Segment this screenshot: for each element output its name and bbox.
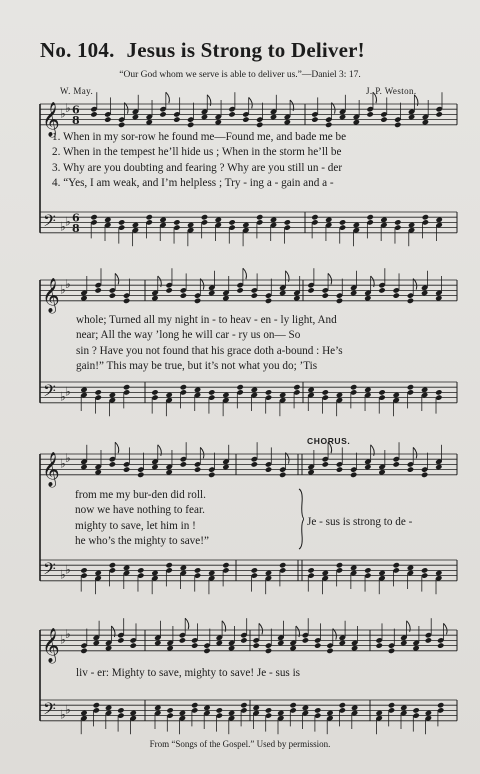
- note-head: [311, 116, 318, 122]
- composer-credit: J. P. Weston.: [366, 86, 417, 96]
- time-signature: 8: [72, 113, 80, 127]
- note-head: [435, 389, 442, 395]
- note-head: [173, 116, 180, 122]
- note-head: [80, 648, 87, 654]
- note-head: [187, 122, 194, 128]
- note-head: [265, 298, 272, 304]
- note-head: [279, 562, 286, 568]
- note-head: [325, 122, 332, 128]
- note-head: [322, 461, 329, 467]
- note-head: [146, 214, 153, 220]
- note-flag: [249, 97, 253, 108]
- note-head: [123, 466, 130, 472]
- verse-line: gain!” This may be true, but it’s not what you do; ’Tis: [76, 360, 318, 373]
- flat-icon: ♭: [60, 632, 66, 647]
- verse-line: near; All the way ’long he will car - ry us on— So: [76, 329, 301, 342]
- note-head: [421, 567, 428, 573]
- treble-clef-icon: 𝄞: [42, 101, 60, 137]
- note-head: [251, 292, 258, 298]
- note-head: [208, 389, 215, 395]
- note-head: [242, 116, 249, 122]
- note-head: [314, 642, 321, 648]
- note-head: [201, 214, 208, 220]
- note-head: [240, 637, 247, 643]
- note-head: [366, 111, 373, 117]
- note-head: [279, 472, 286, 478]
- verse-line: he who’s the mighty to save!”: [75, 535, 209, 548]
- time-signature: 8: [72, 221, 80, 235]
- flat-icon: ♭: [60, 707, 66, 722]
- lyrics-system-1: [52, 130, 346, 192]
- chorus-lyrics: Je - sus is strong to de -: [307, 516, 413, 528]
- note-head: [80, 567, 87, 573]
- note-head: [437, 642, 444, 648]
- note-head: [311, 214, 318, 220]
- flat-icon: ♭: [65, 101, 71, 116]
- note-head: [407, 466, 414, 472]
- note-head: [339, 219, 346, 225]
- bass-clef-icon: 𝄢: [43, 698, 56, 723]
- note-head: [123, 384, 130, 390]
- note-head: [180, 292, 187, 298]
- note-head: [350, 384, 357, 390]
- note-head: [203, 648, 210, 654]
- note-head: [265, 707, 272, 713]
- note-head: [388, 648, 395, 654]
- verse-line: now we have nothing to fear.: [75, 504, 205, 517]
- note-head: [339, 702, 346, 708]
- bass-clef-icon: 𝄢: [43, 210, 56, 235]
- note-head: [236, 384, 243, 390]
- flat-icon: ♭: [65, 451, 71, 466]
- verse-line: 3. Why are you doubting and fearing ? Why are you still un - der: [52, 161, 343, 174]
- note-flag: [243, 268, 247, 279]
- bass-clef-icon: 𝄢: [43, 558, 56, 583]
- note-head: [104, 116, 111, 122]
- note-head: [376, 642, 383, 648]
- note-head: [208, 472, 215, 478]
- lyrics-system-2: [76, 313, 343, 375]
- flat-icon: ♭: [60, 219, 66, 234]
- note-head: [265, 389, 272, 395]
- treble-clef-icon: 𝄞: [42, 277, 60, 313]
- note-flag: [413, 447, 417, 458]
- note-head: [137, 472, 144, 478]
- treble-clef-icon: 𝄞: [42, 451, 60, 487]
- note-head: [265, 648, 272, 654]
- note-flag: [373, 92, 377, 103]
- bass-clef-icon: 𝄢: [43, 380, 56, 405]
- verse-line: mighty to save, let him in !: [75, 519, 196, 532]
- flat-icon: ♭: [60, 282, 66, 297]
- note-head: [194, 567, 201, 573]
- note-head: [93, 702, 100, 708]
- verse-line: from me my bur-den did roll.: [75, 489, 206, 501]
- note-head: [364, 567, 371, 573]
- note-head: [394, 219, 401, 225]
- note-head: [130, 642, 137, 648]
- note-flag: [185, 618, 189, 629]
- verse-line: liv - er: Mighty to save, mighty to save! Je - sus is: [76, 667, 301, 679]
- flat-icon: ♭: [65, 384, 71, 399]
- note-head: [159, 111, 166, 117]
- note-head: [293, 384, 300, 390]
- note-head: [117, 637, 124, 643]
- note-head: [393, 292, 400, 298]
- note-head: [90, 214, 97, 220]
- note-head: [407, 298, 414, 304]
- note-head: [284, 219, 291, 225]
- note-head: [366, 214, 373, 220]
- note-head: [165, 562, 172, 568]
- verse-line: 1. When in my sor-row he found me—Found me, and bade me be: [52, 131, 347, 143]
- note-head: [240, 702, 247, 708]
- note-head: [256, 122, 263, 128]
- note-head: [228, 111, 235, 117]
- note-head: [109, 461, 116, 467]
- note-head: [90, 111, 97, 117]
- note-head: [336, 298, 343, 304]
- note-head: [302, 637, 309, 643]
- flat-icon: ♭: [65, 214, 71, 229]
- note-head: [251, 461, 258, 467]
- note-head: [94, 389, 101, 395]
- note-head: [236, 287, 243, 293]
- flat-icon: ♭: [65, 562, 71, 577]
- note-head: [378, 389, 385, 395]
- note-head: [137, 567, 144, 573]
- note-head: [117, 707, 124, 713]
- note-head: [336, 466, 343, 472]
- note-head: [421, 472, 428, 478]
- flat-icon: ♭: [65, 277, 71, 292]
- note-flag: [115, 442, 119, 453]
- time-signature: 6: [72, 211, 80, 225]
- note-head: [194, 298, 201, 304]
- note-head: [180, 461, 187, 467]
- flat-icon: ♭: [60, 567, 66, 582]
- note-head: [265, 466, 272, 472]
- note-head: [289, 702, 296, 708]
- note-head: [412, 707, 419, 713]
- note-head: [394, 122, 401, 128]
- hymn-number: No. 104.: [40, 38, 115, 62]
- note-head: [322, 389, 329, 395]
- note-head: [422, 214, 429, 220]
- note-head: [393, 461, 400, 467]
- verse-line: 4. “Yes, I am weak, and I’m helpless ; Try - ing a - gain and a -: [52, 177, 334, 190]
- note-head: [326, 648, 333, 654]
- note-head: [253, 642, 260, 648]
- note-head: [216, 707, 223, 713]
- flat-icon: ♭: [60, 389, 66, 404]
- note-head: [228, 219, 235, 225]
- note-head: [94, 287, 101, 293]
- note-flag: [259, 623, 263, 634]
- note-head: [314, 707, 321, 713]
- note-flag: [166, 92, 170, 103]
- note-head: [307, 567, 314, 573]
- flat-icon: ♭: [65, 702, 71, 717]
- time-signature: 6: [72, 103, 80, 117]
- note-head: [123, 298, 130, 304]
- lyrics-system-4: [76, 666, 300, 681]
- note-flag: [200, 447, 204, 458]
- note-head: [322, 292, 329, 298]
- verse-brace: [298, 488, 304, 550]
- note-head: [151, 389, 158, 395]
- verse-line: whole; Turned all my night in - to heav - en - ly light, And: [76, 314, 337, 326]
- permission-footer: From “Songs of the Gospel.” Used by permission.: [149, 739, 331, 749]
- note-head: [222, 562, 229, 568]
- note-head: [118, 122, 125, 128]
- note-head: [336, 562, 343, 568]
- note-head: [191, 702, 198, 708]
- hymn-title: Jesus is Strong to Deliver!: [126, 38, 365, 62]
- note-head: [180, 384, 187, 390]
- treble-clef-icon: 𝄞: [42, 627, 60, 663]
- note-head: [256, 214, 263, 220]
- note-head: [166, 707, 173, 713]
- flat-icon: ♭: [60, 456, 66, 471]
- note-head: [393, 562, 400, 568]
- note-head: [194, 466, 201, 472]
- verse-line: sin ? Have you not found that his grace doth a-bound : He’s: [76, 344, 343, 357]
- note-head: [191, 642, 198, 648]
- note-head: [425, 637, 432, 643]
- flat-icon: ♭: [65, 627, 71, 642]
- note-head: [437, 702, 444, 708]
- note-head: [350, 472, 357, 478]
- note-head: [109, 562, 116, 568]
- note-head: [435, 111, 442, 117]
- note-head: [251, 567, 258, 573]
- note-head: [407, 384, 414, 390]
- note-head: [165, 287, 172, 293]
- chorus-label: CHORUS.: [307, 436, 351, 446]
- flat-icon: ♭: [60, 106, 66, 121]
- note-head: [118, 219, 125, 225]
- note-flag: [444, 623, 448, 634]
- lyrics-system-3: [75, 488, 209, 550]
- note-flag: [328, 273, 332, 284]
- lyricist-credit: W. May.: [60, 86, 94, 96]
- scripture-epigraph: “Our God whom we serve is able to deliver us.”—Daniel 3: 17.: [119, 70, 361, 80]
- note-head: [378, 287, 385, 293]
- note-flag: [115, 273, 119, 284]
- note-head: [380, 116, 387, 122]
- note-head: [388, 702, 395, 708]
- note-head: [173, 219, 180, 225]
- note-head: [179, 637, 186, 643]
- note-head: [109, 292, 116, 298]
- note-head: [307, 287, 314, 293]
- verse-line: 2. When in the tempest he’ll hide us ; When in the storm he’ll be: [52, 146, 342, 159]
